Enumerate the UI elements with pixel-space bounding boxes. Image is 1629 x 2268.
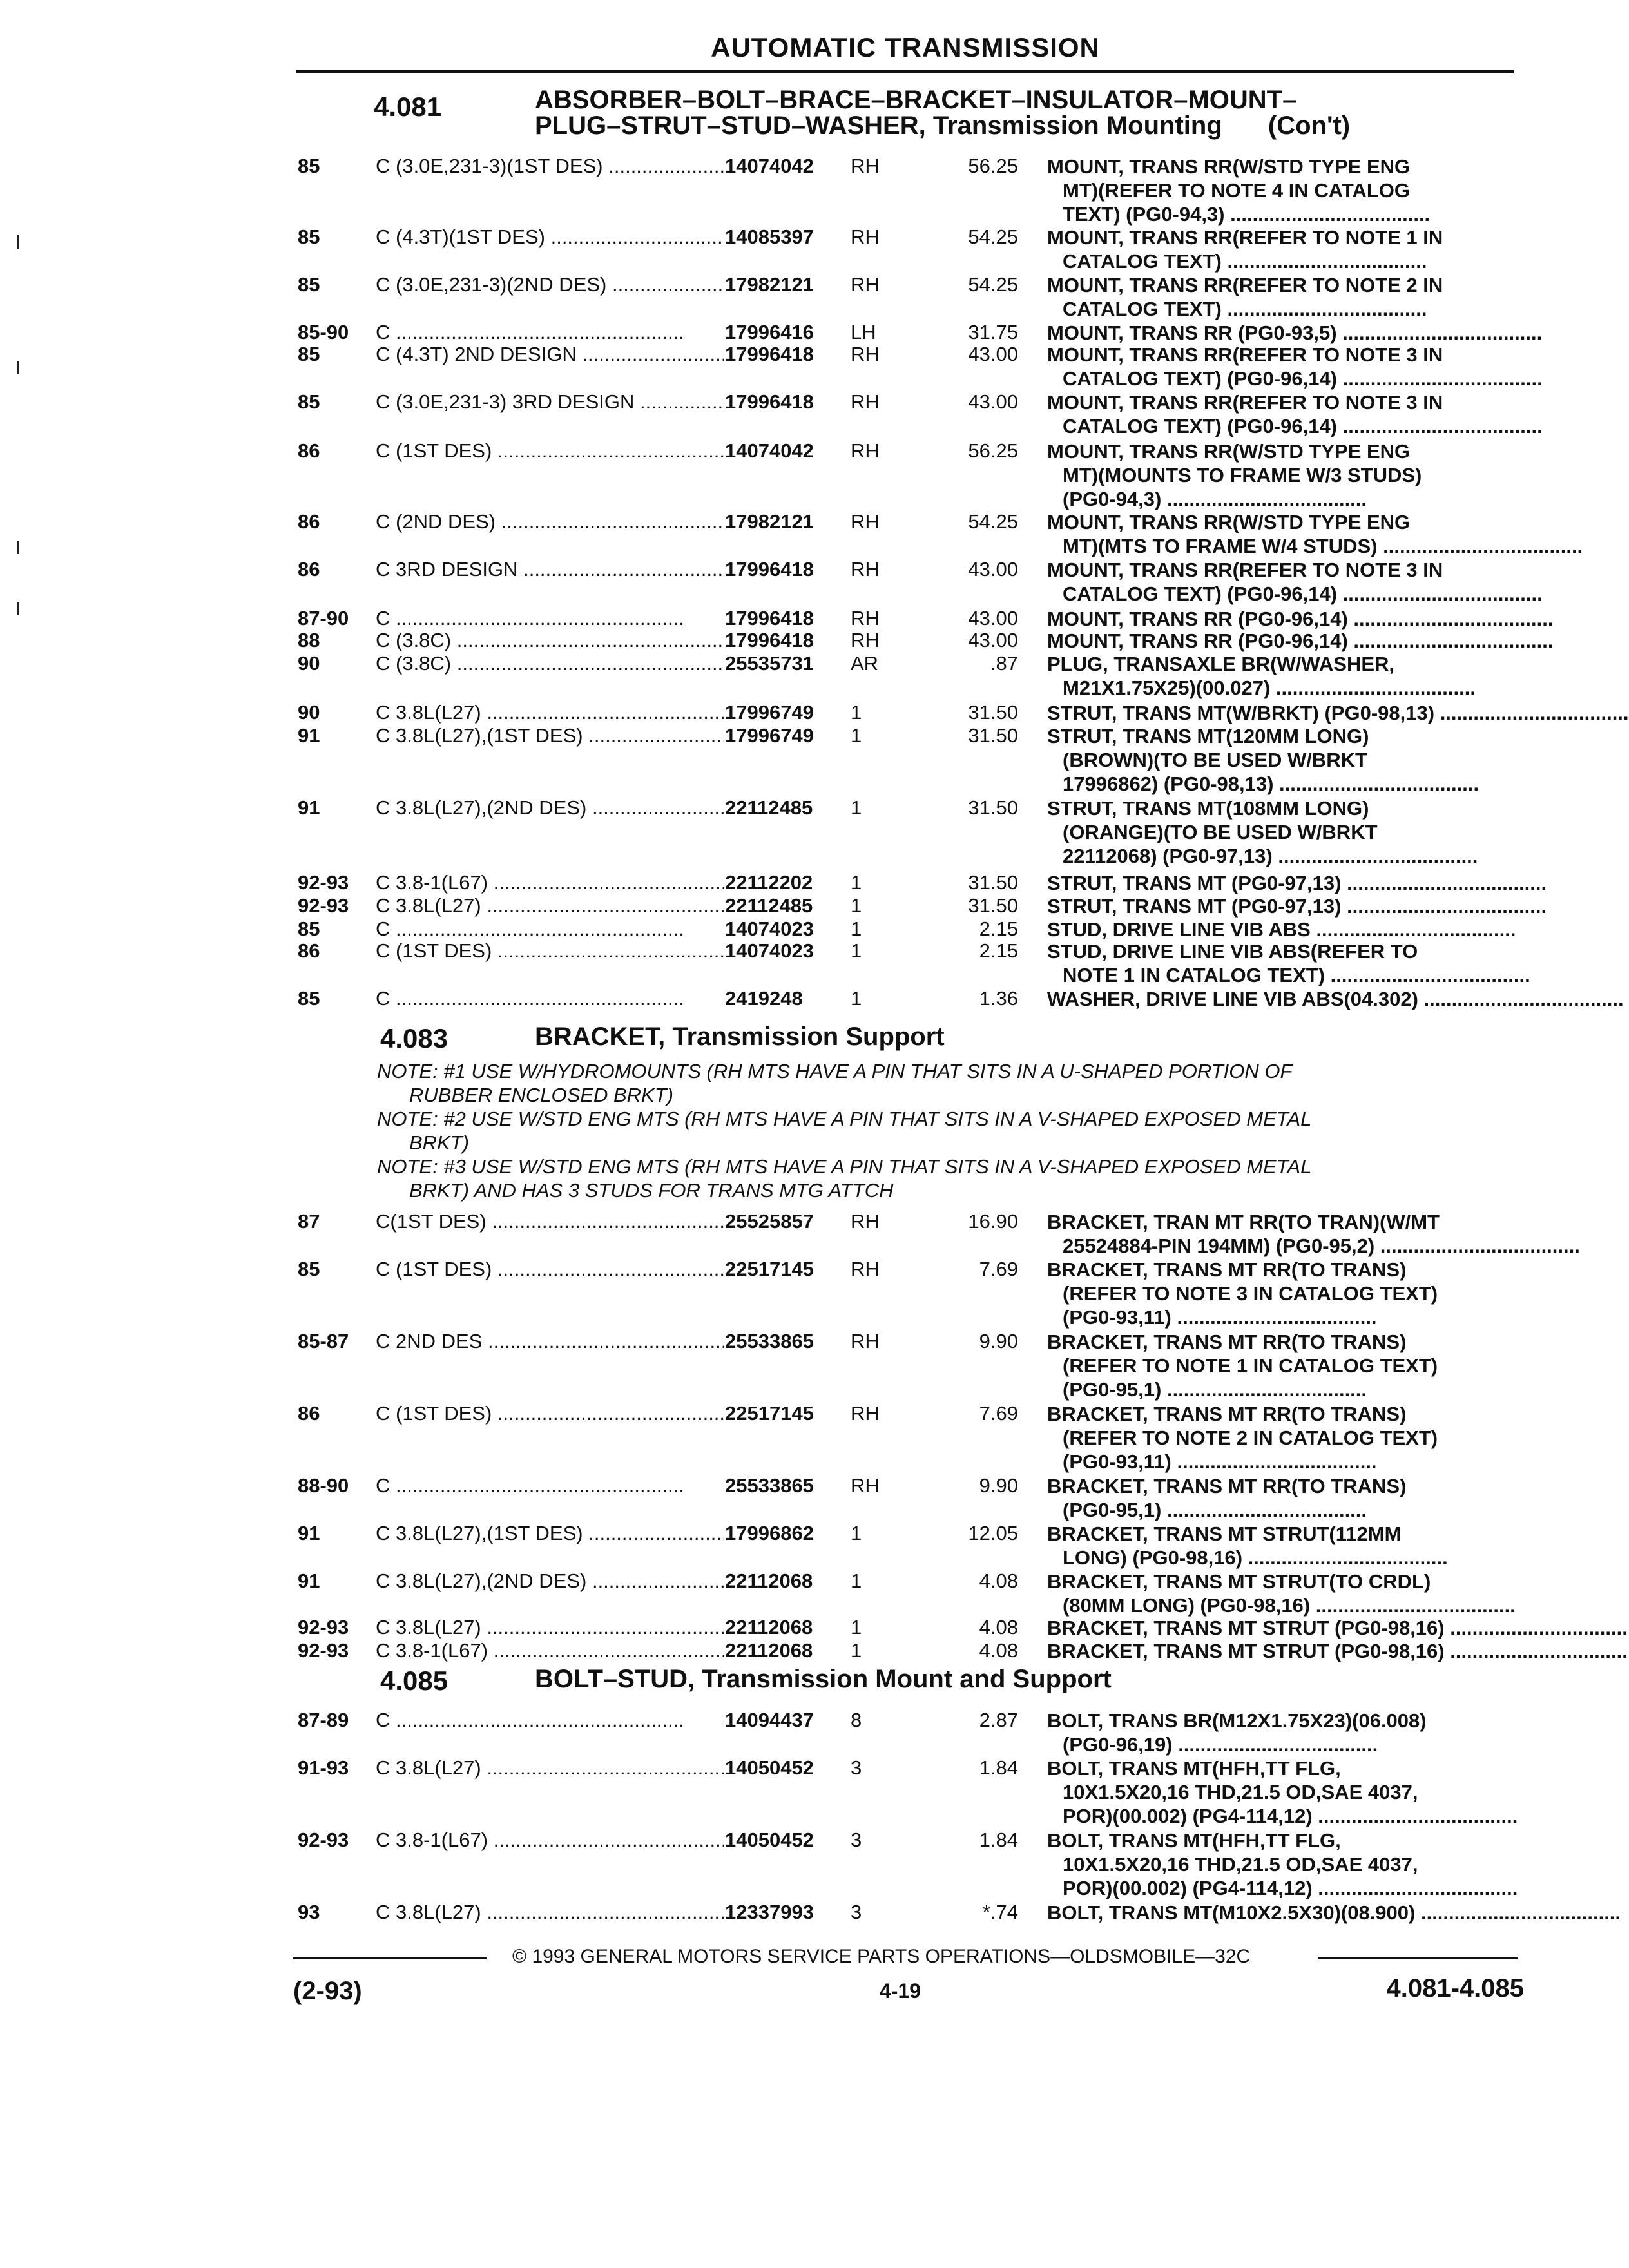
model-year: 90 [298, 652, 320, 675]
description-line: TEXT) (PG0-94,3) ..... [1047, 202, 1524, 226]
model-application: C 3.8-1(L67) ..... [376, 1829, 724, 1852]
quantity: 1 [851, 871, 862, 894]
price: 2.15 [979, 918, 1018, 940]
description-line: 17996862) (PG0-98,13) ..... [1047, 772, 1524, 796]
price: 7.69 [979, 1258, 1018, 1280]
price: 12.05 [968, 1522, 1018, 1544]
part-number: 14094437 [725, 1709, 814, 1731]
part-number: 17996416 [725, 321, 814, 343]
price: 9.90 [979, 1474, 1018, 1497]
model-year: 93 [298, 1901, 320, 1923]
quantity: 1 [851, 701, 862, 724]
part-number: 22517145 [725, 1258, 814, 1280]
part-description [1047, 343, 1524, 390]
model-application: C (3.0E,231-3)(1ST DES) ..... [376, 155, 724, 178]
quantity: RH [851, 510, 880, 533]
footer-rule-right [1318, 1957, 1518, 1959]
description-line: MOUNT, TRANS RR (PG0-96,14) ..... [1047, 629, 1524, 653]
model-year: 85 [298, 987, 320, 1010]
part-number: 2419248 [725, 987, 803, 1010]
price: 31.75 [968, 321, 1018, 343]
description-line: 10X1.5X20,16 THD,21.5 OD,SAE 4037, [1063, 1781, 1418, 1803]
model-year: 91 [298, 1522, 320, 1544]
price: 4.08 [979, 1570, 1018, 1592]
model-application: C 3.8L(L27) ..... [376, 1756, 724, 1780]
description-line: STRUT, TRANS MT(120MM LONG) [1047, 725, 1369, 747]
model-application: C (3.0E,231-3)(2ND DES) ..... [376, 273, 724, 296]
part-description [1047, 1756, 1524, 1828]
quantity: 1 [851, 1522, 862, 1544]
description-line: CATALOG TEXT) (PG0-96,14) ..... [1047, 414, 1524, 438]
quantity: RH [851, 226, 880, 248]
price: 43.00 [968, 558, 1018, 581]
part-description [1047, 439, 1524, 511]
part-number: 17996749 [725, 701, 814, 724]
note-line2: BRKT) AND HAS 3 STUDS FOR TRANS MTG ATTCH [409, 1179, 894, 1202]
quantity: 3 [851, 1829, 862, 1851]
note-line2: BRKT) [409, 1131, 469, 1154]
quantity: 1 [851, 939, 862, 962]
description-line: (80MM LONG) (PG0-98,16) ..... [1047, 1593, 1524, 1617]
quantity: 1 [851, 724, 862, 747]
price: 56.25 [968, 155, 1018, 177]
price: *.74 [982, 1901, 1018, 1923]
part-description [1047, 894, 1524, 918]
model-application: C 3.8L(L27) ..... [376, 1901, 724, 1924]
model-application: C 3.8L(L27),(1ST DES) ..... [376, 1522, 724, 1545]
description-line: (REFER TO NOTE 3 IN CATALOG TEXT) [1063, 1282, 1438, 1305]
description-line: LONG) (PG0-98,16) ..... [1047, 1546, 1524, 1570]
description-line: BRACKET, TRANS MT STRUT(TO CRDL) [1047, 1570, 1431, 1593]
part-description [1047, 226, 1524, 273]
part-number: 22112068 [725, 1616, 813, 1639]
description-line: MT)(MTS TO FRAME W/4 STUDS) ..... [1047, 534, 1524, 558]
description-line: BOLT, TRANS BR(M12X1.75X23)(06.008) [1047, 1709, 1427, 1732]
section-title-line1: BOLT–STUD, Transmission Mount and Support [535, 1665, 1112, 1693]
price: 56.25 [968, 439, 1018, 462]
price: 31.50 [968, 871, 1018, 894]
description-line: BRACKET, TRANS MT RR(TO TRANS) [1047, 1258, 1407, 1281]
description-line: MOUNT, TRANS RR(W/STD TYPE ENG [1047, 155, 1411, 178]
price: 4.08 [979, 1639, 1018, 1662]
model-application: C (4.3T)(1ST DES) ..... [376, 226, 724, 249]
model-year: 91 [298, 1570, 320, 1592]
price: 31.50 [968, 894, 1018, 917]
part-description [1047, 1402, 1524, 1474]
model-application: C 3.8-1(L67) ..... [376, 1639, 724, 1662]
quantity: RH [851, 629, 880, 651]
section-title-line1: ABSORBER–BOLT–BRACE–BRACKET–INSULATOR–MOUNT– [535, 86, 1297, 114]
price: 4.08 [979, 1616, 1018, 1639]
price: 9.90 [979, 1330, 1018, 1352]
part-description [1047, 1616, 1524, 1640]
description-line: BRACKET, TRAN MT RR(TO TRAN)(W/MT [1047, 1211, 1440, 1233]
model-application: C (4.3T) 2ND DESIGN ..... [376, 343, 724, 366]
copyright-text: © 1993 GENERAL MOTORS SERVICE PARTS OPERATIONS—OLDSMOBILE—32C [512, 1946, 1251, 1967]
description-line: BOLT, TRANS MT(M10X2.5X30)(08.900) ..... [1047, 1901, 1524, 1925]
scan-mark [17, 541, 19, 554]
description-line: 25524884-PIN 194MM) (PG0-95,2) ..... [1047, 1234, 1524, 1258]
price: .87 [990, 652, 1018, 675]
quantity: RH [851, 1474, 880, 1497]
page-header [296, 31, 1514, 73]
section-continued: (Con't) [1268, 111, 1351, 140]
model-application: C(1ST DES) ..... [376, 1210, 724, 1233]
model-year: 85-90 [298, 321, 349, 343]
part-number: 17996418 [725, 343, 814, 365]
part-description [1047, 1639, 1524, 1663]
description-line: (ORANGE)(TO BE USED W/BRKT [1063, 821, 1378, 843]
model-application: C 3.8L(L27),(2ND DES) ..... [376, 796, 724, 820]
part-description [1047, 871, 1524, 895]
part-number: 25535731 [725, 652, 814, 675]
quantity: 8 [851, 1709, 862, 1731]
quantity: RH [851, 1330, 880, 1352]
model-year: 86 [298, 558, 320, 581]
part-number: 17996418 [725, 607, 814, 629]
price: 43.00 [968, 629, 1018, 651]
description-line: MOUNT, TRANS RR (PG0-96,14) ..... [1047, 607, 1524, 631]
part-description [1047, 1709, 1524, 1756]
part-number: 17996749 [725, 724, 814, 747]
quantity: RH [851, 1210, 880, 1233]
description-line: MOUNT, TRANS RR(REFER TO NOTE 3 IN [1047, 391, 1443, 414]
quantity: RH [851, 439, 880, 462]
note-line1: NOTE: #2 USE W/STD ENG MTS (RH MTS HAVE A PIN THAT SITS IN A V-SHAPED EXPOSED METAL [377, 1108, 1312, 1130]
description-line: STUD, DRIVE LINE VIB ABS ..... [1047, 918, 1524, 941]
model-year: 88-90 [298, 1474, 349, 1497]
price: 1.36 [979, 987, 1018, 1010]
description-line: (PG0-93,11) ..... [1047, 1305, 1524, 1329]
model-application: C 2ND DES ..... [376, 1330, 724, 1353]
quantity: RH [851, 1258, 880, 1280]
section-number: 4.081 [374, 91, 442, 122]
description-line: MT)(MOUNTS TO FRAME W/3 STUDS) [1063, 464, 1422, 486]
part-number: 14074023 [725, 918, 814, 940]
model-year: 92-93 [298, 1829, 349, 1851]
quantity: 1 [851, 1616, 862, 1639]
quantity: RH [851, 558, 880, 581]
part-description [1047, 939, 1524, 987]
section-number: 4.085 [380, 1666, 448, 1696]
model-year: 85 [298, 1258, 320, 1280]
model-year: 91 [298, 796, 320, 819]
description-line: (PG0-95,1) ..... [1047, 1378, 1524, 1401]
price: 54.25 [968, 510, 1018, 533]
part-description [1047, 629, 1524, 653]
part-number: 22112485 [725, 894, 813, 917]
part-description [1047, 1210, 1524, 1258]
description-line: BOLT, TRANS MT(HFH,TT FLG, [1047, 1757, 1341, 1780]
part-description [1047, 273, 1524, 321]
description-line: BRACKET, TRANS MT STRUT (PG0-98,16) ..... [1047, 1639, 1524, 1663]
model-application: C (3.8C) ..... [376, 629, 724, 652]
part-number: 17996418 [725, 390, 814, 413]
part-number: 17982121 [725, 510, 814, 533]
part-description [1047, 918, 1524, 941]
note-line1: NOTE: #1 USE W/HYDROMOUNTS (RH MTS HAVE A PIN THAT SITS IN A U-SHAPED PORTION OF [377, 1060, 1293, 1082]
part-description [1047, 510, 1524, 558]
model-application: C ..... [376, 1474, 724, 1497]
model-year: 85-87 [298, 1330, 349, 1352]
description-line: (REFER TO NOTE 1 IN CATALOG TEXT) [1063, 1354, 1438, 1377]
quantity: RH [851, 343, 880, 365]
part-description [1047, 796, 1524, 868]
part-number: 22112068 [725, 1570, 813, 1592]
model-year: 85 [298, 343, 320, 365]
description-line: MOUNT, TRANS RR(REFER TO NOTE 3 IN [1047, 559, 1443, 581]
description-line: (PG0-96,19) ..... [1047, 1733, 1524, 1756]
description-line: STUD, DRIVE LINE VIB ABS(REFER TO [1047, 940, 1418, 963]
price: 31.50 [968, 796, 1018, 819]
description-line: MOUNT, TRANS RR(REFER TO NOTE 3 IN [1047, 343, 1443, 366]
model-application: C (1ST DES) ..... [376, 939, 724, 963]
model-application: C ..... [376, 987, 724, 1010]
section-number: 4.083 [380, 1023, 448, 1053]
model-application: C (1ST DES) ..... [376, 1402, 724, 1425]
part-number: 22112202 [725, 871, 813, 894]
description-line: MOUNT, TRANS RR(W/STD TYPE ENG [1047, 440, 1411, 463]
model-application: C ..... [376, 918, 724, 941]
model-year: 92-93 [298, 871, 349, 894]
model-year: 87 [298, 1210, 320, 1233]
description-line: POR)(00.002) (PG4-114,12) ..... [1047, 1876, 1524, 1900]
model-application: C (1ST DES) ..... [376, 439, 724, 463]
quantity: AR [851, 652, 879, 675]
quantity: RH [851, 1402, 880, 1425]
description-line: CATALOG TEXT) (PG0-96,14) ..... [1047, 367, 1524, 390]
description-line: (PG0-93,11) ..... [1047, 1450, 1524, 1474]
price: 1.84 [979, 1829, 1018, 1851]
catalog-note [377, 1059, 1511, 1107]
description-line: (PG0-95,1) ..... [1047, 1498, 1524, 1522]
description-line: BRACKET, TRANS MT STRUT (PG0-98,16) ..... [1047, 1616, 1524, 1640]
part-description [1047, 390, 1524, 438]
note-line1: NOTE: #3 USE W/STD ENG MTS (RH MTS HAVE A PIN THAT SITS IN A V-SHAPED EXPOSED METAL [377, 1155, 1312, 1178]
model-application: C 3RD DESIGN ..... [376, 558, 724, 581]
model-year: 86 [298, 939, 320, 962]
part-number: 22112485 [725, 796, 813, 819]
model-application: C (3.0E,231-3) 3RD DESIGN ..... [376, 390, 724, 414]
section-title-line2-wrap [535, 112, 1350, 139]
description-line: MOUNT, TRANS RR(REFER TO NOTE 2 IN [1047, 274, 1443, 296]
quantity: 1 [851, 894, 862, 917]
scan-mark [17, 361, 19, 374]
model-year: 92-93 [298, 894, 349, 917]
part-number: 22112068 [725, 1639, 813, 1662]
price: 43.00 [968, 343, 1018, 365]
model-year: 87-90 [298, 607, 349, 629]
model-year: 85 [298, 273, 320, 296]
price: 43.00 [968, 390, 1018, 413]
part-description [1047, 321, 1524, 345]
part-description [1047, 1901, 1524, 1925]
model-year: 91 [298, 724, 320, 747]
model-application: C 3.8L(L27) ..... [376, 1616, 724, 1639]
price: 16.90 [968, 1210, 1018, 1233]
price: 7.69 [979, 1402, 1018, 1425]
description-line: BRACKET, TRANS MT RR(TO TRANS) [1047, 1331, 1407, 1353]
note-line2: RUBBER ENCLOSED BRKT) [409, 1084, 673, 1106]
model-year: 90 [298, 701, 320, 724]
part-description [1047, 155, 1524, 226]
description-line: CATALOG TEXT) ..... [1047, 249, 1524, 273]
price: 54.25 [968, 226, 1018, 248]
part-number: 22517145 [725, 1402, 814, 1425]
quantity: 3 [851, 1756, 862, 1779]
description-line: MOUNT, TRANS RR(REFER TO NOTE 1 IN [1047, 226, 1443, 249]
model-year: 85 [298, 390, 320, 413]
part-description [1047, 558, 1524, 606]
model-application: C 3.8L(L27),(2ND DES) ..... [376, 1570, 724, 1593]
price: 2.87 [979, 1709, 1018, 1731]
footer-rule-left [293, 1957, 487, 1959]
model-year: 86 [298, 510, 320, 533]
description-line: STRUT, TRANS MT(108MM LONG) [1047, 797, 1369, 820]
description-line: 22112068) (PG0-97,13) ..... [1047, 844, 1524, 868]
model-year: 85 [298, 226, 320, 248]
part-number: 14050452 [725, 1829, 814, 1851]
part-description [1047, 652, 1524, 700]
description-line: BOLT, TRANS MT(HFH,TT FLG, [1047, 1829, 1341, 1852]
part-number: 12337993 [725, 1901, 814, 1923]
quantity: RH [851, 390, 880, 413]
model-year: 86 [298, 439, 320, 462]
model-application: C 3.8L(L27) ..... [376, 894, 724, 918]
price: 2.15 [979, 939, 1018, 962]
part-description [1047, 724, 1524, 796]
revision-date: (2-93) [293, 1977, 362, 2005]
description-line: (BROWN)(TO BE USED W/BRKT [1063, 749, 1367, 771]
model-year: 92-93 [298, 1616, 349, 1639]
scan-mark [17, 235, 19, 249]
part-number: 14074042 [725, 155, 814, 177]
part-description [1047, 1330, 1524, 1401]
description-line: CATALOG TEXT) (PG0-96,14) ..... [1047, 582, 1524, 606]
part-number: 25533865 [725, 1474, 814, 1497]
model-year: 87-89 [298, 1709, 349, 1731]
section-title-line1: BRACKET, Transmission Support [535, 1023, 945, 1051]
price: 31.50 [968, 701, 1018, 724]
description-line: NOTE 1 IN CATALOG TEXT) ..... [1047, 963, 1524, 987]
scan-mark [17, 602, 19, 615]
model-application: C 3.8L(L27) ..... [376, 701, 724, 724]
part-number: 14074042 [725, 439, 814, 462]
description-line: WASHER, DRIVE LINE VIB ABS(04.302) ..... [1047, 987, 1524, 1011]
quantity: LH [851, 321, 876, 343]
part-description [1047, 1258, 1524, 1329]
price: 1.84 [979, 1756, 1018, 1779]
description-line: (PG0-94,3) ..... [1047, 487, 1524, 511]
model-application: C 3.8L(L27),(1ST DES) ..... [376, 724, 724, 747]
description-line: POR)(00.002) (PG4-114,12) ..... [1047, 1804, 1524, 1828]
model-application: C ..... [376, 1709, 724, 1732]
quantity: 1 [851, 1570, 862, 1592]
model-year: 92-93 [298, 1639, 349, 1662]
description-line: BRACKET, TRANS MT RR(TO TRANS) [1047, 1475, 1407, 1497]
model-year: 85 [298, 918, 320, 940]
model-application: C ..... [376, 321, 724, 344]
catalog-note [377, 1155, 1511, 1202]
part-description [1047, 701, 1524, 725]
description-line: (REFER TO NOTE 2 IN CATALOG TEXT) [1063, 1427, 1438, 1449]
model-year: 88 [298, 629, 320, 651]
quantity: RH [851, 273, 880, 296]
quantity: RH [851, 607, 880, 629]
part-number: 17996418 [725, 558, 814, 581]
part-number: 14074023 [725, 939, 814, 962]
part-number: 14085397 [725, 226, 814, 248]
page-number: 4-19 [880, 1979, 921, 2003]
description-line: BRACKET, TRANS MT STRUT(112MM [1047, 1523, 1402, 1545]
part-description [1047, 1522, 1524, 1570]
quantity: 1 [851, 918, 862, 940]
model-year: 85 [298, 155, 320, 177]
part-number: 25533865 [725, 1330, 814, 1352]
description-line: STRUT, TRANS MT (PG0-97,13) ..... [1047, 871, 1524, 895]
quantity: 1 [851, 1639, 862, 1662]
price: 31.50 [968, 724, 1018, 747]
page-title: AUTOMATIC TRANSMISSION [711, 32, 1100, 62]
description-line: BRACKET, TRANS MT RR(TO TRANS) [1047, 1403, 1407, 1425]
model-application: C (2ND DES) ..... [376, 510, 724, 533]
model-application: C (1ST DES) ..... [376, 1258, 724, 1281]
model-application: C ..... [376, 607, 724, 630]
description-line: M21X1.75X25)(00.027) ..... [1047, 676, 1524, 700]
price: 43.00 [968, 607, 1018, 629]
model-year: 91-93 [298, 1756, 349, 1779]
price: 54.25 [968, 273, 1018, 296]
part-number: 17996418 [725, 629, 814, 651]
description-line: CATALOG TEXT) ..... [1047, 297, 1524, 321]
part-description [1047, 607, 1524, 631]
part-number: 14050452 [725, 1756, 814, 1779]
description-line: PLUG, TRANSAXLE BR(W/WASHER, [1047, 653, 1395, 675]
part-description [1047, 1570, 1524, 1617]
description-line: STRUT, TRANS MT (PG0-97,13) ..... [1047, 894, 1524, 918]
quantity: RH [851, 155, 880, 177]
catalog-note [377, 1107, 1511, 1155]
quantity: 3 [851, 1901, 862, 1923]
description-line: MOUNT, TRANS RR(W/STD TYPE ENG [1047, 511, 1411, 533]
description-line: 10X1.5X20,16 THD,21.5 OD,SAE 4037, [1063, 1853, 1418, 1876]
model-application: C (3.8C) ..... [376, 652, 724, 675]
part-description [1047, 1474, 1524, 1522]
part-description [1047, 987, 1524, 1011]
quantity: 1 [851, 796, 862, 819]
model-application: C 3.8-1(L67) ..... [376, 871, 724, 894]
part-number: 25525857 [725, 1210, 814, 1233]
part-number: 17996862 [725, 1522, 814, 1544]
description-line: STRUT, TRANS MT(W/BRKT) (PG0-98,13) ..... [1047, 701, 1524, 725]
description-line: MOUNT, TRANS RR (PG0-93,5) ..... [1047, 321, 1524, 345]
part-description [1047, 1829, 1524, 1900]
section-range: 4.081-4.085 [1386, 1974, 1524, 2003]
model-year: 86 [298, 1402, 320, 1425]
description-line: MT)(REFER TO NOTE 4 IN CATALOG [1063, 179, 1411, 202]
part-number: 17982121 [725, 273, 814, 296]
quantity: 1 [851, 987, 862, 1010]
section-title-line2: PLUG–STRUT–STUD–WASHER, Transmission Mounting [535, 111, 1222, 140]
